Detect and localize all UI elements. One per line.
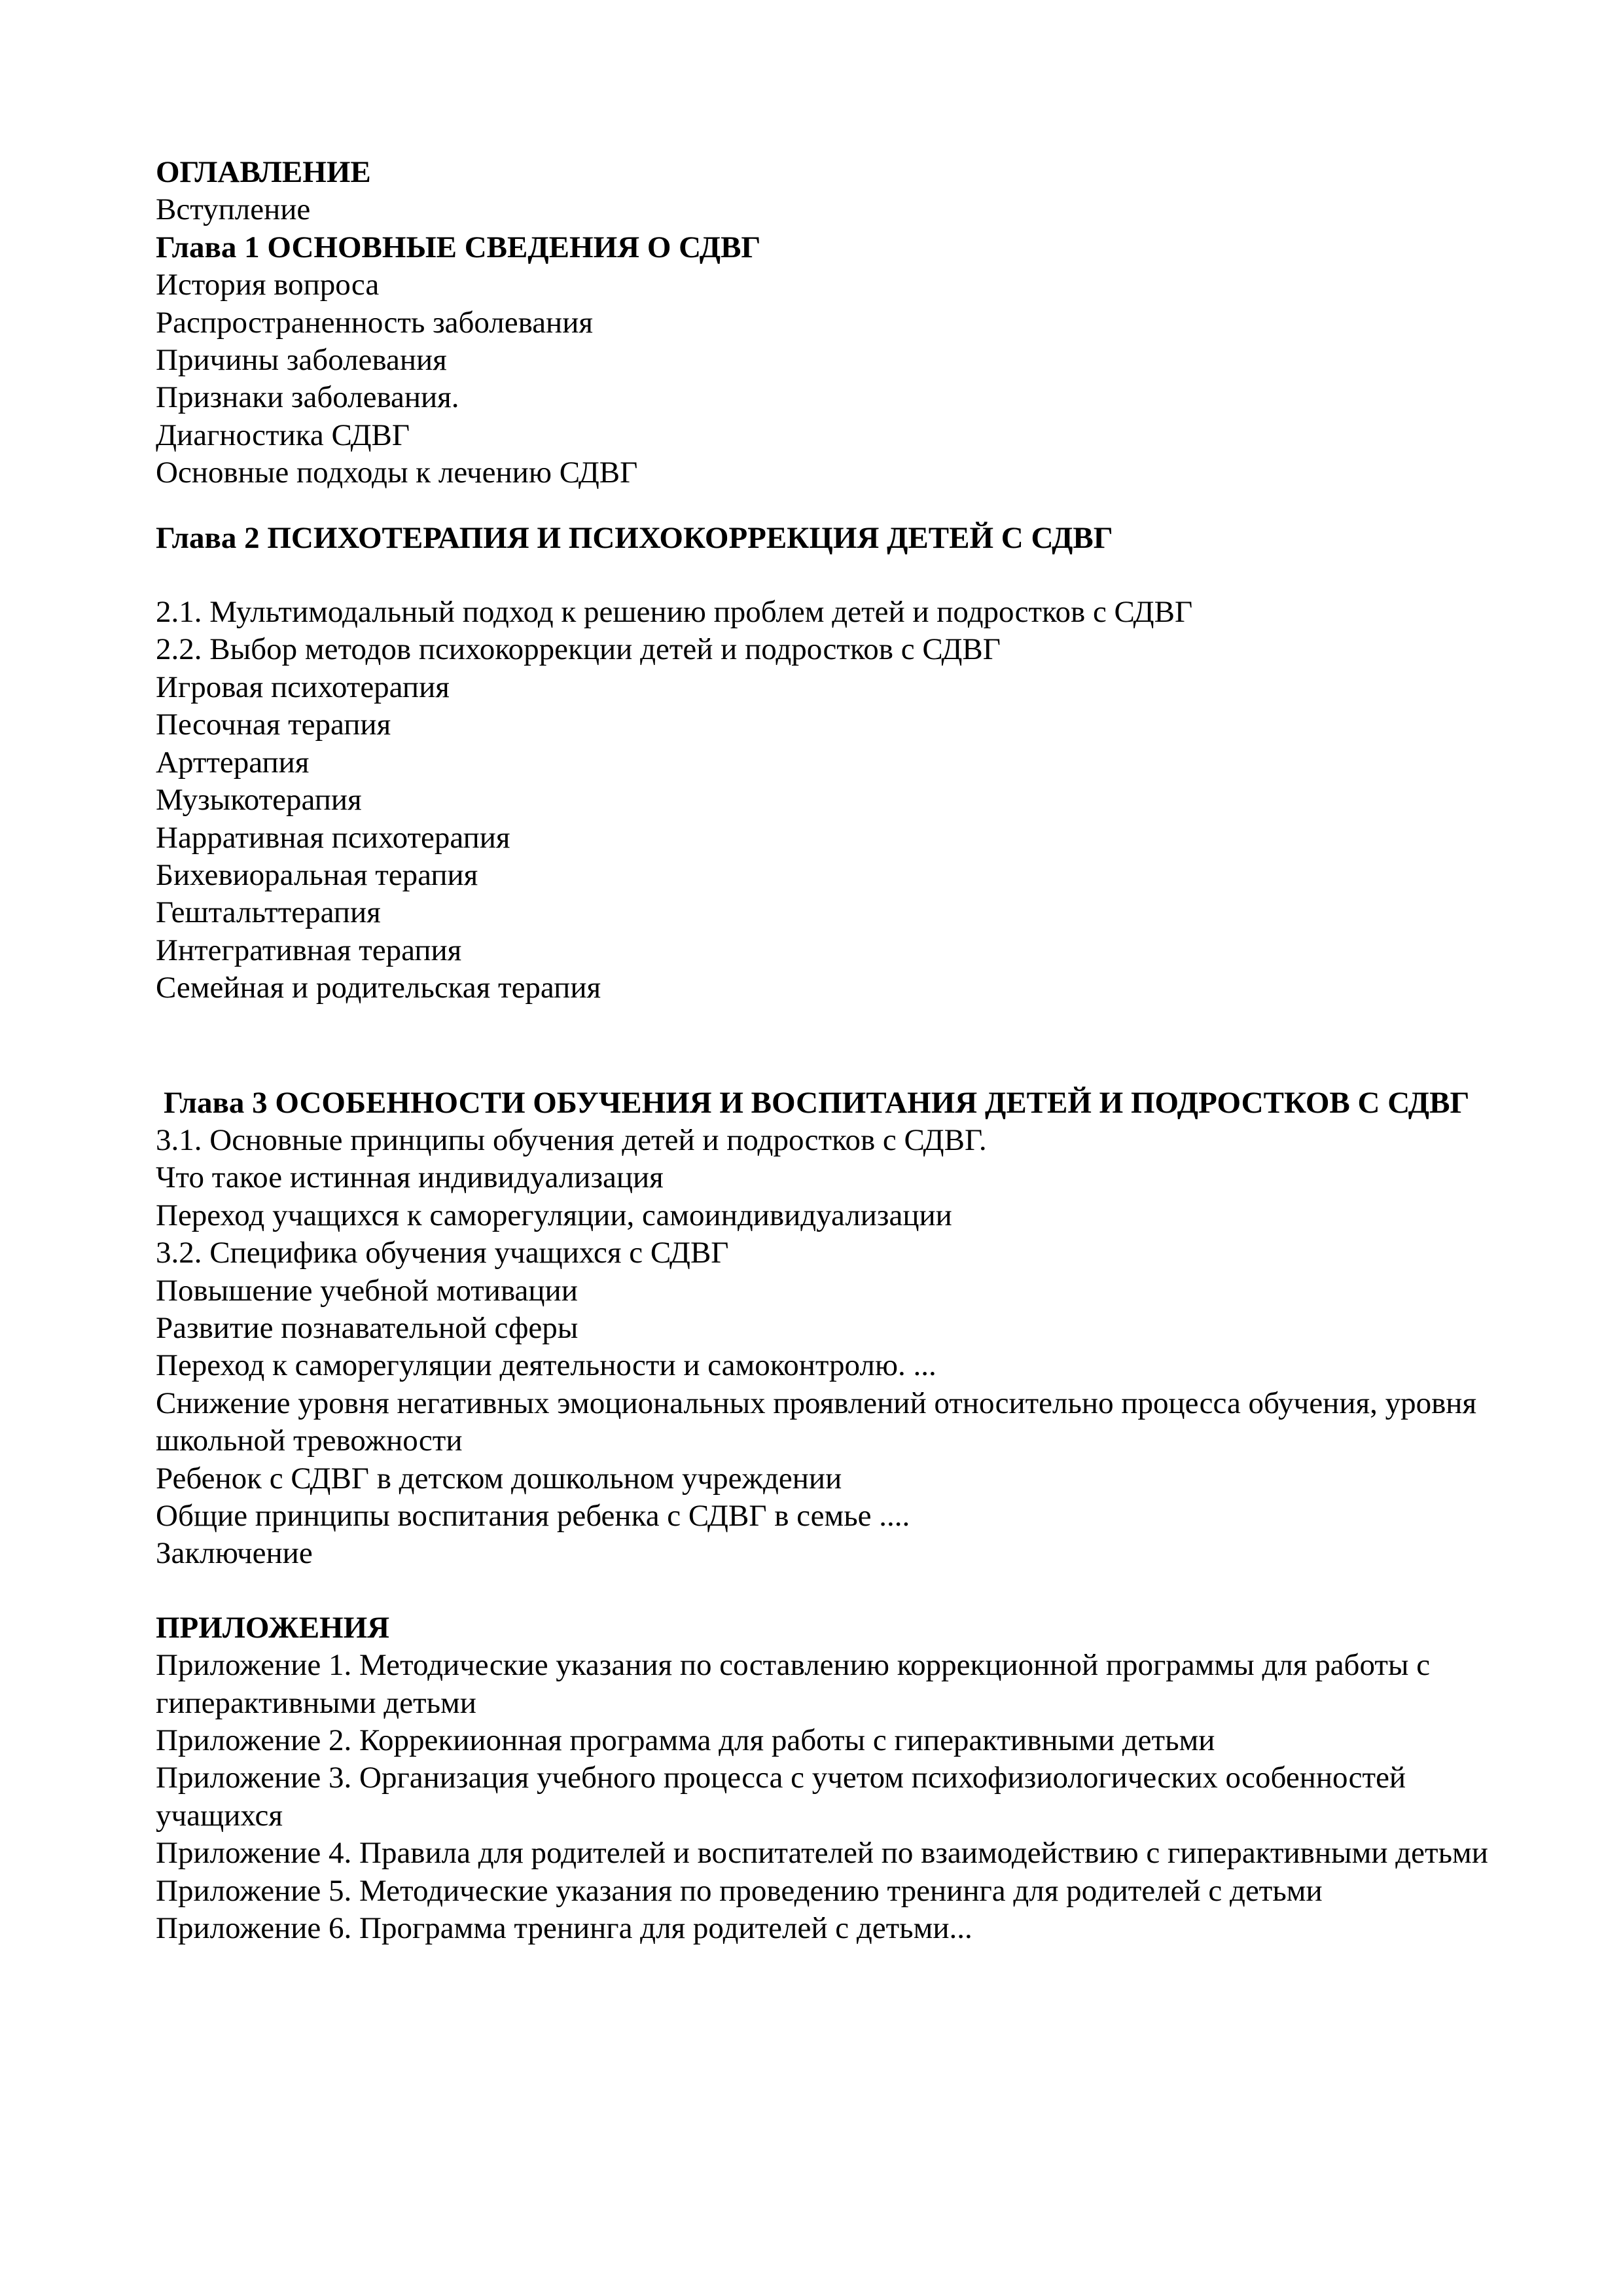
toc-item: Снижение уровня негативных эмоциональных проявлений относительно процесса обучения, уровня школьной тревожности [156, 1386, 1477, 1458]
toc-item: Заключение [156, 1536, 313, 1571]
toc-item: Приложение 2. Коррекиионная программа для работы с гиперактивными детьми [156, 1723, 1215, 1758]
toc-item: Семейная и родительская терапия [156, 971, 601, 1005]
toc-item: Приложение 6. Программа тренинга для родителей с детьми... [156, 1911, 972, 1946]
toc-item: Диагностика СДВГ [156, 418, 410, 452]
spacer [156, 492, 1504, 520]
toc-item: Музыкотерапия [156, 783, 362, 817]
toc-item: Нарративная психотерапия [156, 820, 510, 855]
toc-item: Приложение 4. Правила для родителей и воспитателей по взаимодействию с гиперактивными детьми [156, 1836, 1488, 1871]
toc-item: Интегративная терапия [156, 933, 462, 967]
toc-item: 3.2. Специфика обучения учащихся с СДВГ [156, 1236, 729, 1270]
toc-item: Повышение учебной мотивации [156, 1273, 578, 1308]
chapter-2-title: Глава 2 ПСИХОТЕРАПИЯ И ПСИХОКОРРЕКЦИЯ ДЕТЕЙ С СДВГ [156, 520, 1113, 555]
toc-item: Распространенность заболевания [156, 305, 593, 340]
spacer [156, 1007, 1504, 1085]
toc-item: Приложение 3. Организация учебного процесса с учетом психофизиологических особенностей учащихся [156, 1761, 1406, 1833]
toc-item: Развитие познавательной сферы [156, 1310, 579, 1345]
appendices-title: ПРИЛОЖЕНИЯ [156, 1610, 390, 1645]
toc-item: 2.1. Мультимодальный подход к решению проблем детей и подростков с СДВГ [156, 595, 1193, 630]
toc-intro: Вступление [156, 192, 311, 227]
toc-item: Песочная терапия [156, 708, 391, 742]
toc-item: Игровая психотерапия [156, 670, 450, 704]
toc-item: 3.1. Основные принципы обучения детей и подростков с СДВГ. [156, 1122, 987, 1157]
toc-item: Основные подходы к лечению СДВГ [156, 456, 638, 490]
toc-item: Переход учащихся к саморегуляции, самоиндивидуализации [156, 1198, 952, 1232]
toc-heading: ОГЛАВЛЕНИЕ [156, 155, 371, 189]
chapter-3-title: Глава 3 ОСОБЕННОСТИ ОБУЧЕНИЯ И ВОСПИТАНИЯ ДЕТЕЙ И ПОДРОСТКОВ С СДВГ [164, 1085, 1470, 1120]
spacer [156, 1573, 1504, 1609]
toc-item: Гештальттерапия [156, 895, 381, 930]
toc-item: Ребенок с СДВГ в детском дошкольном учреждении [156, 1461, 842, 1496]
spacer [156, 557, 1504, 594]
toc-item: 2.2. Выбор методов психокоррекции детей и подростков с СДВГ [156, 632, 1001, 667]
toc-item: Бихевиоральная терапия [156, 857, 478, 892]
toc-item: Общие принципы воспитания ребенка с СДВГ в семье .... [156, 1499, 910, 1533]
toc-item: Причины заболевания [156, 343, 447, 378]
toc-item: Арттерапия [156, 745, 310, 780]
toc-item: Признаки заболевания. [156, 380, 459, 415]
toc-item: Приложение 1. Методические указания по составлению коррекционной программы для работы с гиперактивными детьми [156, 1648, 1431, 1720]
toc-item: История вопроса [156, 268, 380, 302]
toc-item: Что такое истинная индивидуализация [156, 1160, 664, 1195]
toc-item: Приложение 5. Методические указания по проведению тренинга для родителей с детьми [156, 1873, 1323, 1908]
chapter-1-title: Глава 1 ОСНОВНЫЕ СВЕДЕНИЯ О СДВГ [156, 230, 761, 264]
table-of-contents [156, 154, 1504, 1947]
toc-item: Переход к саморегуляции деятельности и самоконтролю. ... [156, 1348, 936, 1383]
